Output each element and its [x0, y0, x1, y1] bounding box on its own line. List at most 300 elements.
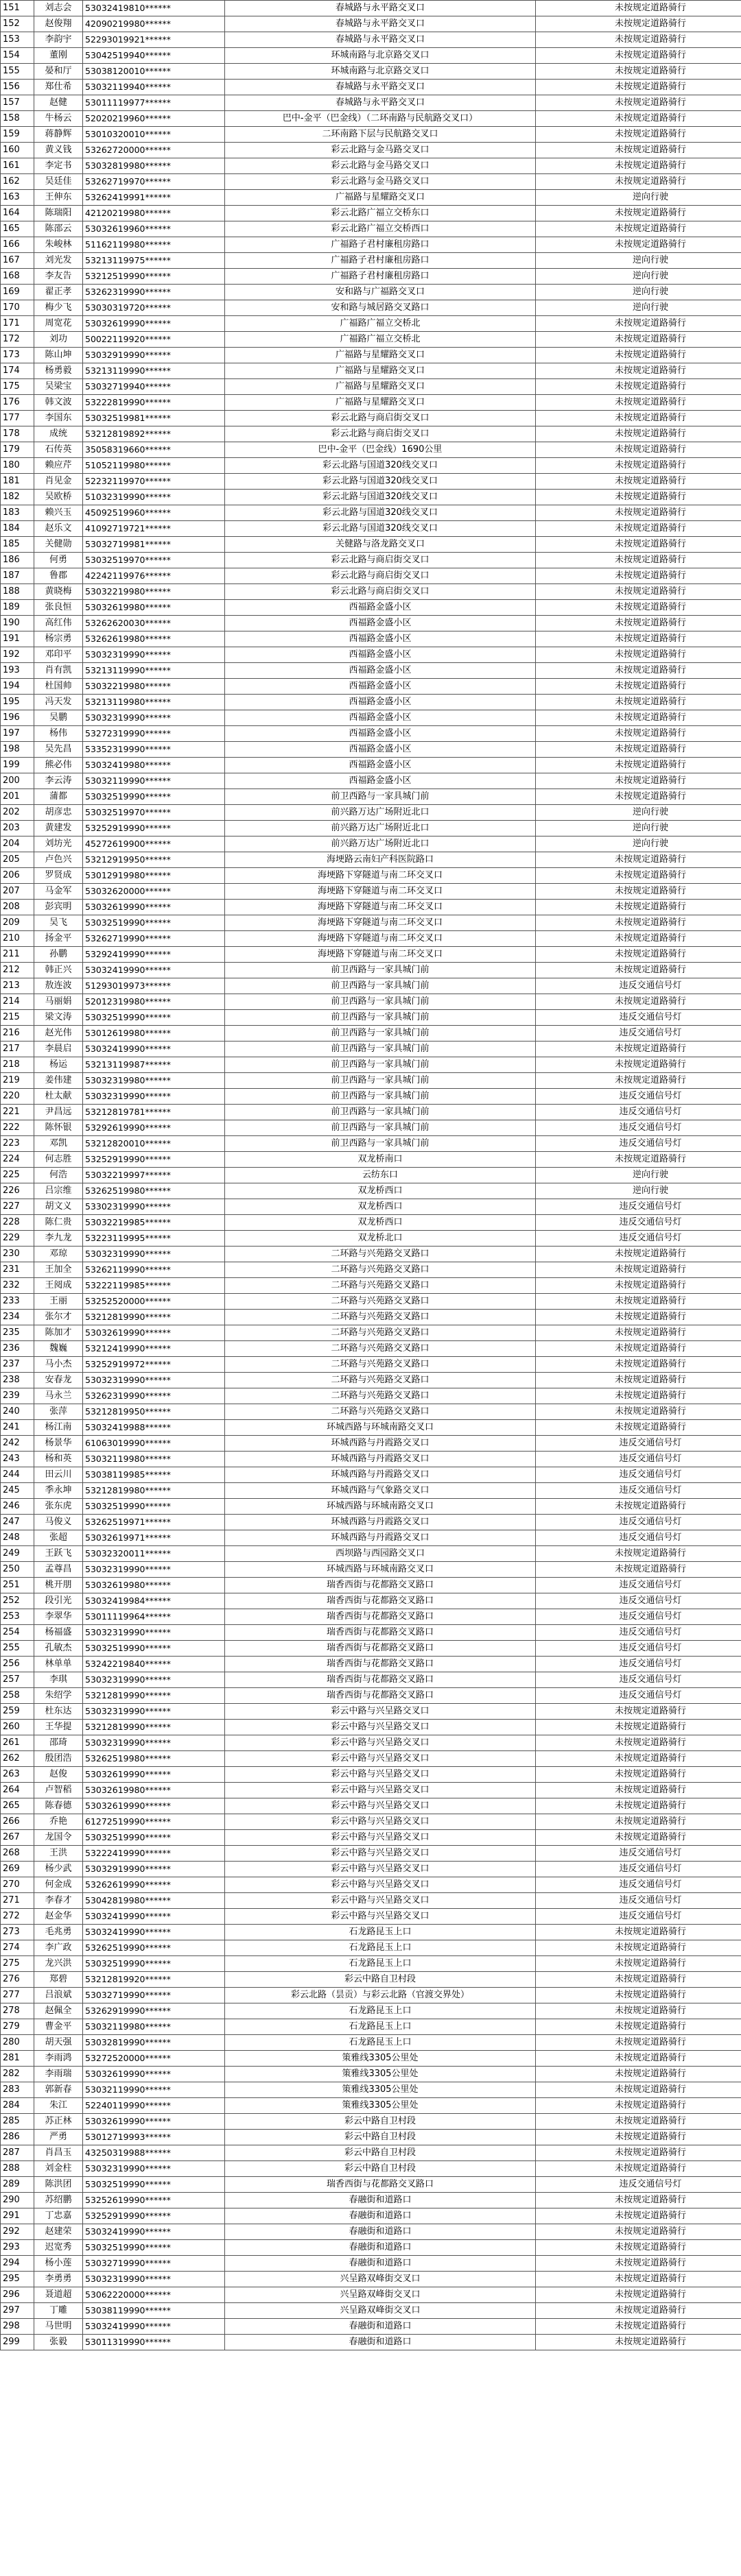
row-number-cell: 290 [1, 2193, 34, 2208]
id-number-cell: 61272519990****** [83, 1814, 225, 1830]
table-row [1, 663, 741, 679]
violation-cell: 违反交通信号灯 [536, 1105, 741, 1120]
location-cell: 春城路与永平路交叉口 [225, 95, 536, 111]
violation-cell: 违反交通信号灯 [536, 1120, 741, 1136]
name-cell: 孙鹏 [34, 947, 83, 963]
violation-cell: 未按规定道路骑行 [536, 2256, 741, 2272]
id-number-cell: 53032319990****** [83, 2161, 225, 2177]
location-cell: 西福路金盛小区 [225, 773, 536, 789]
violation-cell: 未按规定道路骑行 [536, 789, 741, 805]
location-cell: 春融街和道路口 [225, 2224, 536, 2240]
violation-cell: 未按规定道路骑行 [536, 2145, 741, 2161]
table-row [1, 1798, 741, 1814]
table-row [1, 237, 741, 253]
table-row [1, 900, 741, 915]
table-row [1, 2240, 741, 2256]
location-cell: 广福路子君村廉租房路口 [225, 253, 536, 269]
location-cell: 海埂路下穿隧道与南二环交叉口 [225, 947, 536, 963]
row-number-cell: 156 [1, 80, 34, 95]
table-row [1, 143, 741, 158]
name-cell: 关健勋 [34, 537, 83, 553]
id-number-cell: 53262419991****** [83, 190, 225, 206]
row-number-cell: 299 [1, 2335, 34, 2350]
location-cell: 环城西路与丹霞路交叉口 [225, 1467, 536, 1483]
table-row [1, 1262, 741, 1278]
violation-cell: 未按规定道路骑行 [536, 1388, 741, 1404]
row-number-cell: 267 [1, 1830, 34, 1846]
table-row [1, 1467, 741, 1483]
location-cell: 海埂路云南妇产科医院路口 [225, 852, 536, 868]
violation-cell: 违反交通信号灯 [536, 1877, 741, 1893]
violation-cell: 违反交通信号灯 [536, 1436, 741, 1452]
id-number-cell: 53222819990****** [83, 395, 225, 411]
location-cell: 海埂路下穿隧道与南二环交叉口 [225, 868, 536, 884]
table-row [1, 111, 741, 127]
table-row [1, 2161, 741, 2177]
id-number-cell: 53032319990****** [83, 1247, 225, 1262]
row-number-cell: 255 [1, 1641, 34, 1657]
violation-cell: 违反交通信号灯 [536, 1846, 741, 1862]
table-row [1, 537, 741, 553]
location-cell: 彩云北路与商启街交叉口 [225, 426, 536, 442]
id-number-cell: 53032419988****** [83, 1420, 225, 1436]
row-number-cell: 155 [1, 64, 34, 80]
row-number-cell: 203 [1, 821, 34, 836]
id-number-cell: 53262519971****** [83, 1515, 225, 1530]
name-cell: 龙国令 [34, 1830, 83, 1846]
id-number-cell: 53032419984****** [83, 1593, 225, 1609]
table-row [1, 1783, 741, 1798]
name-cell: 段引光 [34, 1593, 83, 1609]
violation-cell: 逆向行驶 [536, 300, 741, 316]
name-cell: 陈洪团 [34, 2177, 83, 2193]
location-cell: 前卫西路与一家具城门前 [225, 994, 536, 1010]
id-number-cell: 52240119990****** [83, 2098, 225, 2114]
location-cell: 前卫西路与一家具城门前 [225, 1026, 536, 1042]
row-number-cell: 173 [1, 348, 34, 363]
violation-cell: 未按规定道路骑行 [536, 1499, 741, 1515]
location-cell: 石龙路昆玉上口 [225, 2003, 536, 2019]
name-cell: 朱绍学 [34, 1688, 83, 1704]
location-cell: 彩云中路与兴呈路交叉口 [225, 1720, 536, 1735]
id-number-cell: 53032519970****** [83, 805, 225, 821]
violation-cell: 未按规定道路骑行 [536, 726, 741, 742]
location-cell: 策雅线3305公里处 [225, 2067, 536, 2082]
violation-cell: 未按规定道路骑行 [536, 2335, 741, 2350]
table-row [1, 1152, 741, 1168]
row-number-cell: 220 [1, 1089, 34, 1105]
table-row [1, 1136, 741, 1152]
table-row [1, 1593, 741, 1609]
name-cell: 赖应芹 [34, 458, 83, 474]
name-cell: 杨福盛 [34, 1625, 83, 1641]
id-number-cell: 53262719970****** [83, 174, 225, 190]
row-number-cell: 171 [1, 316, 34, 332]
id-number-cell: 53032719990****** [83, 2256, 225, 2272]
name-cell: 马小杰 [34, 1357, 83, 1373]
name-cell: 成统 [34, 426, 83, 442]
row-number-cell: 176 [1, 395, 34, 411]
table-row [1, 1720, 741, 1735]
name-cell: 丁忠嘉 [34, 2208, 83, 2224]
location-cell: 二环路与兴苑路交叉路口 [225, 1388, 536, 1404]
table-row [1, 2224, 741, 2240]
location-cell: 海埂路下穿隧道与南二环交叉口 [225, 884, 536, 900]
id-number-cell: 53032519990****** [83, 1830, 225, 1846]
id-number-cell: 53212819990****** [83, 1310, 225, 1325]
row-number-cell: 179 [1, 442, 34, 458]
id-number-cell: 53032619980****** [83, 1783, 225, 1798]
id-number-cell: 53032419990****** [83, 1042, 225, 1057]
row-number-cell: 210 [1, 931, 34, 947]
name-cell: 姜伟建 [34, 1073, 83, 1089]
table-row [1, 2067, 741, 2082]
violation-cell: 逆向行驶 [536, 836, 741, 852]
row-number-cell: 202 [1, 805, 34, 821]
name-cell: 彭宾明 [34, 900, 83, 915]
location-cell: 环城西路与环城南路交叉口 [225, 1499, 536, 1515]
violation-cell: 未按规定道路骑行 [536, 2003, 741, 2019]
location-cell: 彩云北路与金马路交叉口 [225, 143, 536, 158]
name-cell: 吕浪斌 [34, 1988, 83, 2003]
violation-cell: 未按规定道路骑行 [536, 143, 741, 158]
table-row [1, 568, 741, 584]
row-number-cell: 188 [1, 584, 34, 600]
name-cell: 聂道超 [34, 2287, 83, 2303]
name-cell: 刘志会 [34, 1, 83, 16]
row-number-cell: 170 [1, 300, 34, 316]
row-number-cell: 264 [1, 1783, 34, 1798]
table-row [1, 490, 741, 505]
location-cell: 策雅线3305公里处 [225, 2051, 536, 2067]
name-cell: 孟尊昌 [34, 1562, 83, 1578]
row-number-cell: 163 [1, 190, 34, 206]
row-number-cell: 161 [1, 158, 34, 174]
name-cell: 曹金平 [34, 2019, 83, 2035]
violation-cell: 未按规定道路骑行 [536, 963, 741, 978]
violation-cell: 违反交通信号灯 [536, 1231, 741, 1247]
name-cell: 邓琼 [34, 1247, 83, 1262]
location-cell: 环城西路与环城南路交叉口 [225, 1420, 536, 1436]
id-number-cell: 53262519990****** [83, 1940, 225, 1956]
table-row [1, 2051, 741, 2067]
location-cell: 前兴路万达广场附近北口 [225, 805, 536, 821]
name-cell: 马世明 [34, 2319, 83, 2335]
location-cell: 彩云中路自卫村段 [225, 2161, 536, 2177]
name-cell: 何金成 [34, 1877, 83, 1893]
row-number-cell: 260 [1, 1720, 34, 1735]
location-cell: 前卫西路与一家具城门前 [225, 1089, 536, 1105]
location-cell: 广福路广福立交桥北 [225, 332, 536, 348]
name-cell: 李九龙 [34, 1231, 83, 1247]
name-cell: 刘金柱 [34, 2161, 83, 2177]
location-cell: 彩云中路与兴呈路交叉口 [225, 1767, 536, 1783]
location-cell: 瑞香西街与花都路交叉路口 [225, 1593, 536, 1609]
row-number-cell: 239 [1, 1388, 34, 1404]
table-row [1, 773, 741, 789]
row-number-cell: 245 [1, 1483, 34, 1499]
id-number-cell: 53222119985****** [83, 1278, 225, 1294]
row-number-cell: 279 [1, 2019, 34, 2035]
id-number-cell: 35058319660****** [83, 442, 225, 458]
id-number-cell: 42090219980****** [83, 16, 225, 32]
row-number-cell: 237 [1, 1357, 34, 1373]
row-number-cell: 178 [1, 426, 34, 442]
row-number-cell: 284 [1, 2098, 34, 2114]
table-row [1, 600, 741, 616]
name-cell: 赵佩全 [34, 2003, 83, 2019]
location-cell: 瑞香西街与花都路交叉路口 [225, 1657, 536, 1672]
name-cell: 黄建发 [34, 821, 83, 836]
location-cell: 彩云中路与兴呈路交叉口 [225, 1751, 536, 1767]
location-cell: 环城西路与丹霞路交叉口 [225, 1452, 536, 1467]
id-number-cell: 53032219980****** [83, 679, 225, 695]
name-cell: 吴鹏 [34, 710, 83, 726]
row-number-cell: 166 [1, 237, 34, 253]
location-cell: 二环南路下层与民航路交叉口 [225, 127, 536, 143]
name-cell: 李春才 [34, 1893, 83, 1909]
violation-cell: 违反交通信号灯 [536, 1089, 741, 1105]
row-number-cell: 244 [1, 1467, 34, 1483]
violation-cell: 未按规定道路骑行 [536, 2303, 741, 2319]
row-number-cell: 181 [1, 474, 34, 490]
violation-cell: 未按规定道路骑行 [536, 2193, 741, 2208]
name-cell: 龙兴洪 [34, 1956, 83, 1972]
table-row [1, 2208, 741, 2224]
location-cell: 海埂路下穿隧道与南二环交叉口 [225, 915, 536, 931]
violation-cell: 未按规定道路骑行 [536, 1988, 741, 2003]
table-row [1, 221, 741, 237]
name-cell: 吴梁宝 [34, 379, 83, 395]
location-cell: 彩云北路广福立交桥西口 [225, 221, 536, 237]
row-number-cell: 184 [1, 521, 34, 537]
row-number-cell: 249 [1, 1546, 34, 1562]
name-cell: 苏正林 [34, 2114, 83, 2130]
table-row [1, 1862, 741, 1877]
location-cell: 广福路与星耀路交叉口 [225, 379, 536, 395]
name-cell: 杨小莲 [34, 2256, 83, 2272]
table-row [1, 1010, 741, 1026]
violation-cell: 未按规定道路骑行 [536, 474, 741, 490]
row-number-cell: 157 [1, 95, 34, 111]
table-row [1, 931, 741, 947]
row-number-cell: 289 [1, 2177, 34, 2193]
violation-cell: 未按规定道路骑行 [536, 773, 741, 789]
violation-cell: 未按规定道路骑行 [536, 505, 741, 521]
name-cell: 李琪 [34, 1672, 83, 1688]
location-cell: 二环路与兴苑路交叉路口 [225, 1357, 536, 1373]
id-number-cell: 53213119990****** [83, 363, 225, 379]
name-cell: 冯天发 [34, 695, 83, 710]
name-cell: 郑碧 [34, 1972, 83, 1988]
location-cell: 春融街和道路口 [225, 2335, 536, 2350]
id-number-cell: 53032319990****** [83, 1625, 225, 1641]
name-cell: 杨伟 [34, 726, 83, 742]
row-number-cell: 151 [1, 1, 34, 16]
violation-cell: 未按规定道路骑行 [536, 174, 741, 190]
row-number-cell: 282 [1, 2067, 34, 2082]
table-row [1, 426, 741, 442]
id-number-cell: 53252919990****** [83, 1152, 225, 1168]
violation-cell: 未按规定道路骑行 [536, 1152, 741, 1168]
id-number-cell: 53032219997****** [83, 1168, 225, 1183]
location-cell: 彩云中路与兴呈路交叉口 [225, 1814, 536, 1830]
row-number-cell: 272 [1, 1909, 34, 1925]
location-cell: 双龙桥南口 [225, 1152, 536, 1168]
row-number-cell: 186 [1, 553, 34, 568]
row-number-cell: 258 [1, 1688, 34, 1704]
id-number-cell: 53032419980****** [83, 758, 225, 773]
id-number-cell: 53032519990****** [83, 1010, 225, 1026]
id-number-cell: 53032620000****** [83, 884, 225, 900]
name-cell: 赵俊 [34, 1767, 83, 1783]
row-number-cell: 174 [1, 363, 34, 379]
table-row [1, 1357, 741, 1373]
table-row [1, 458, 741, 474]
row-number-cell: 261 [1, 1735, 34, 1751]
name-cell: 陈加才 [34, 1325, 83, 1341]
violation-cell: 未按规定道路骑行 [536, 127, 741, 143]
violation-cell: 未按规定道路骑行 [536, 742, 741, 758]
row-number-cell: 169 [1, 285, 34, 300]
location-cell: 前卫西路与一家具城门前 [225, 1073, 536, 1089]
location-cell: 瑞香西街与花都路交叉路口 [225, 1625, 536, 1641]
location-cell: 彩云北路与国道320线交叉口 [225, 474, 536, 490]
row-number-cell: 165 [1, 221, 34, 237]
violation-cell: 未按规定道路骑行 [536, 1956, 741, 1972]
violation-cell: 未按规定道路骑行 [536, 884, 741, 900]
row-number-cell: 224 [1, 1152, 34, 1168]
location-cell: 双龙桥西口 [225, 1215, 536, 1231]
name-cell: 邓凯 [34, 1136, 83, 1152]
location-cell: 春城路与永平路交叉口 [225, 1, 536, 16]
table-row [1, 1893, 741, 1909]
violation-cell: 未按规定道路骑行 [536, 600, 741, 616]
name-cell: 孔敏杰 [34, 1641, 83, 1657]
violation-cell: 未按规定道路骑行 [536, 521, 741, 537]
id-number-cell: 43250319988****** [83, 2145, 225, 2161]
id-number-cell: 53032719990****** [83, 1988, 225, 2003]
name-cell: 安春龙 [34, 1373, 83, 1388]
violation-cell: 未按规定道路骑行 [536, 2240, 741, 2256]
location-cell: 彩云中路与兴呈路交叉口 [225, 1862, 536, 1877]
row-number-cell: 189 [1, 600, 34, 616]
id-number-cell: 53212819920****** [83, 1972, 225, 1988]
name-cell: 翟正孝 [34, 285, 83, 300]
location-cell: 前卫西路与一家具城门前 [225, 1010, 536, 1026]
row-number-cell: 206 [1, 868, 34, 884]
violation-cell: 未按规定道路骑行 [536, 1830, 741, 1846]
location-cell: 彩云中路与兴呈路交叉口 [225, 1735, 536, 1751]
violation-cell: 未按规定道路骑行 [536, 647, 741, 663]
name-cell: 王阅成 [34, 1278, 83, 1294]
id-number-cell: 53032519970****** [83, 553, 225, 568]
violation-cell: 违反交通信号灯 [536, 1657, 741, 1672]
violation-cell: 未按规定道路骑行 [536, 663, 741, 679]
location-cell: 春融街和道路口 [225, 2319, 536, 2335]
violation-cell: 未按规定道路骑行 [536, 2114, 741, 2130]
name-cell: 李友告 [34, 269, 83, 285]
violation-cell: 违反交通信号灯 [536, 1862, 741, 1877]
name-cell: 肖昌玉 [34, 2145, 83, 2161]
table-row [1, 710, 741, 726]
table-row [1, 1657, 741, 1672]
name-cell: 熊必伟 [34, 758, 83, 773]
name-cell: 李雨瑞 [34, 2067, 83, 2082]
row-number-cell: 191 [1, 631, 34, 647]
table-row [1, 253, 741, 269]
violation-cell: 未按规定道路骑行 [536, 2224, 741, 2240]
id-number-cell: 53213119990****** [83, 663, 225, 679]
id-number-cell: 53032319990****** [83, 1735, 225, 1751]
violation-cell: 违反交通信号灯 [536, 1136, 741, 1152]
id-number-cell: 53252919972****** [83, 1357, 225, 1373]
id-number-cell: 53213119980****** [83, 695, 225, 710]
table-row [1, 1688, 741, 1704]
row-number-cell: 280 [1, 2035, 34, 2051]
row-number-cell: 212 [1, 963, 34, 978]
violation-cell: 未按规定道路骑行 [536, 1798, 741, 1814]
violation-cell: 未按规定道路骑行 [536, 2208, 741, 2224]
name-cell: 杨景华 [34, 1436, 83, 1452]
name-cell: 李广政 [34, 1940, 83, 1956]
location-cell: 西福路金盛小区 [225, 742, 536, 758]
name-cell: 杨勇毅 [34, 363, 83, 379]
table-row [1, 1420, 741, 1436]
location-cell: 彩云中路与兴呈路交叉口 [225, 1877, 536, 1893]
violation-cell: 违反交通信号灯 [536, 1452, 741, 1467]
violation-cell: 未按规定道路骑行 [536, 1783, 741, 1798]
name-cell: 韩文波 [34, 395, 83, 411]
id-number-cell: 53032119980****** [83, 2019, 225, 2035]
name-cell: 杨少武 [34, 1862, 83, 1877]
id-number-cell: 53212819781****** [83, 1105, 225, 1120]
row-number-cell: 293 [1, 2240, 34, 2256]
row-number-cell: 214 [1, 994, 34, 1010]
violation-cell: 未按规定道路骑行 [536, 237, 741, 253]
row-number-cell: 297 [1, 2303, 34, 2319]
table-row [1, 521, 741, 537]
table-row [1, 2082, 741, 2098]
location-cell: 石龙路昆玉上口 [225, 1925, 536, 1940]
violation-cell: 未按规定道路骑行 [536, 1814, 741, 1830]
table-row [1, 963, 741, 978]
row-number-cell: 159 [1, 127, 34, 143]
location-cell: 彩云北路广福立交桥东口 [225, 206, 536, 221]
location-cell: 二环路与兴苑路交叉路口 [225, 1294, 536, 1310]
id-number-cell: 53032419990****** [83, 2224, 225, 2240]
name-cell: 刘光发 [34, 253, 83, 269]
location-cell: 彩云北路与国道320线交叉口 [225, 505, 536, 521]
row-number-cell: 204 [1, 836, 34, 852]
row-number-cell: 241 [1, 1420, 34, 1436]
row-number-cell: 211 [1, 947, 34, 963]
violation-cell: 逆向行驶 [536, 253, 741, 269]
violation-cell: 违反交通信号灯 [536, 978, 741, 994]
violation-cell: 未按规定道路骑行 [536, 395, 741, 411]
location-cell: 二环路与兴苑路交叉路口 [225, 1341, 536, 1357]
name-cell: 扬金平 [34, 931, 83, 947]
name-cell: 赖兴玉 [34, 505, 83, 521]
violation-cell: 违反交通信号灯 [536, 2177, 741, 2193]
id-number-cell: 53032319990****** [83, 1704, 225, 1720]
id-number-cell: 53032519990****** [83, 1499, 225, 1515]
table-row [1, 1057, 741, 1073]
violation-cell: 未按规定道路骑行 [536, 363, 741, 379]
violation-cell: 逆向行驶 [536, 1183, 741, 1199]
id-number-cell: 53292419990****** [83, 947, 225, 963]
id-number-cell: 53042519940****** [83, 48, 225, 64]
